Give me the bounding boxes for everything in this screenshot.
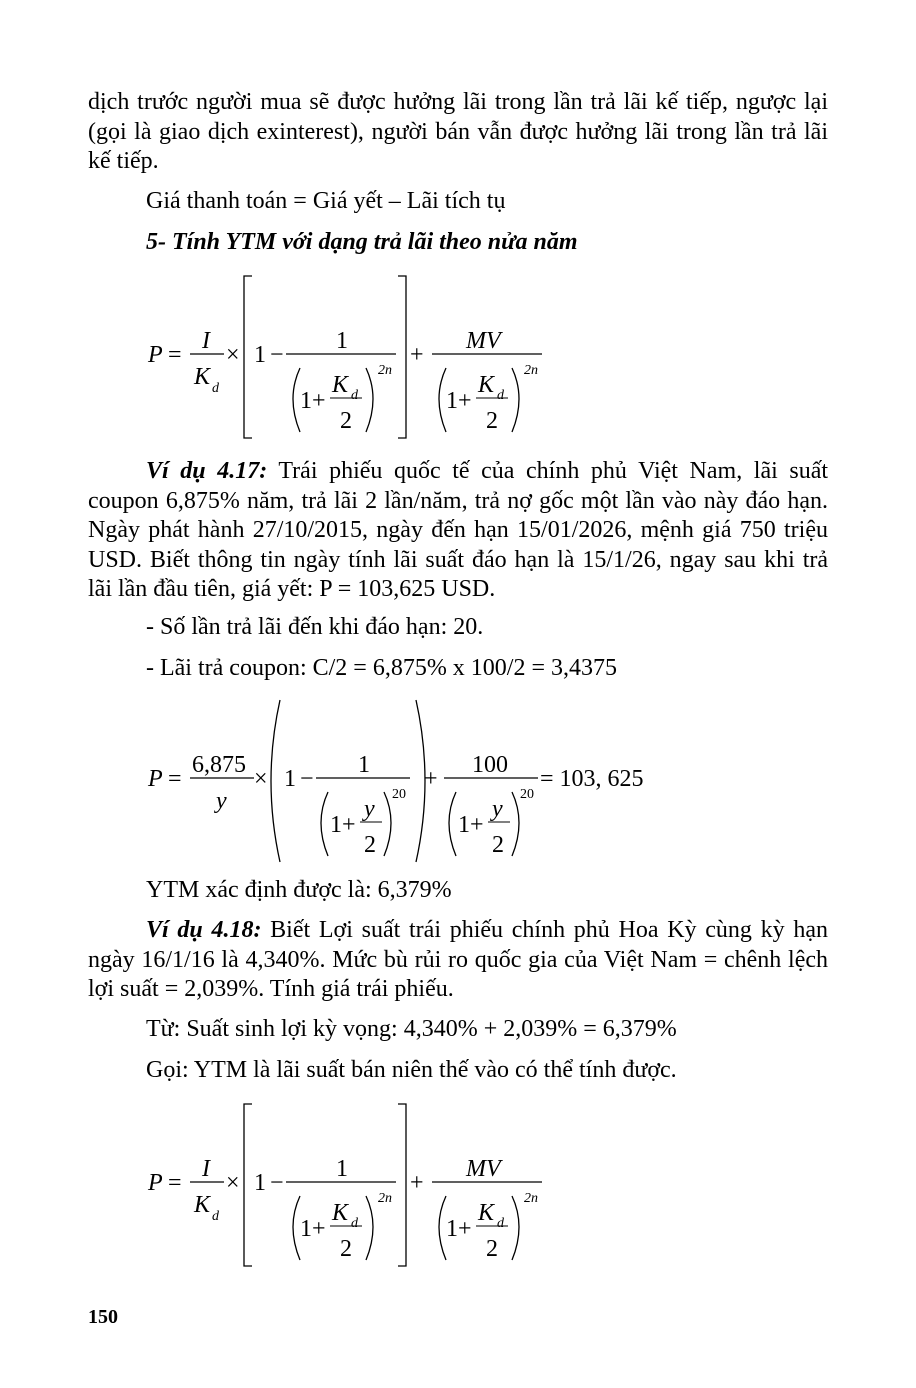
expected-return-line: Từ: Suất sinh lợi kỳ vọng: 4,340% + 2,039% = 6,379% [146,1016,677,1042]
svg-text:d: d [497,388,504,403]
svg-text:K: K [194,1192,211,1218]
svg-text:K: K [478,372,495,398]
svg-text:2n: 2n [378,1191,392,1206]
ytm-definition-line: Gọi: YTM là lãi suất bán niên thế vào có thể tính được. [146,1057,677,1083]
svg-text:I: I [202,328,210,354]
ytm-result: YTM xác định được là: 6,379% [146,877,452,903]
svg-text:1: 1 [254,342,266,368]
svg-text:+: + [342,812,356,838]
svg-text:×: × [254,766,268,792]
svg-text:1: 1 [358,752,370,778]
svg-text:2: 2 [340,1236,352,1262]
svg-text:×: × [226,342,240,368]
svg-text:2n: 2n [524,1191,538,1206]
intro-paragraph: dịch trước người mua sẽ được hưởng lãi trong lần trả lãi kế tiếp, ngược lại (gọi là giao dịch exinterest), người bán vẫn được hưởng lãi trong lần trả lãi kế tiếp. [88,89,828,174]
svg-text:100: 100 [472,752,508,778]
svg-text:d: d [351,1216,358,1231]
svg-text:2: 2 [486,1236,498,1262]
svg-text:+: + [458,388,472,414]
example-4-17 [88,457,828,605]
svg-text:y: y [216,788,227,814]
svg-text:1: 1 [254,1170,266,1196]
svg-text:+: + [410,1170,424,1196]
svg-text:2: 2 [486,408,498,434]
svg-text:1: 1 [458,812,470,838]
svg-text:I: I [202,1156,210,1182]
svg-text:P: P [148,766,163,792]
svg-text:2: 2 [492,832,504,858]
svg-text:×: × [226,1170,240,1196]
svg-text:1: 1 [300,388,312,414]
settlement-formula: Giá thanh toán = Giá yết – Lãi tích tụ [146,188,506,214]
svg-text:K: K [332,1200,349,1226]
example-4-18 [88,916,828,1005]
svg-text:+: + [312,388,326,414]
svg-text:y: y [492,796,503,822]
svg-text:−: − [270,342,284,368]
ytm-formula-1 [140,272,560,442]
svg-text:K: K [194,364,211,390]
svg-text:+: + [470,812,484,838]
svg-text:+: + [424,766,438,792]
svg-text:1: 1 [446,1216,458,1242]
svg-text:d: d [351,388,358,403]
svg-text:d: d [212,381,219,396]
example-4-18-label: Ví dụ 4.18: [146,917,262,943]
example-4-18-text: Biết Lợi suất trái phiếu chính phủ Hoa Kỳ cùng kỳ hạn ngày 16/1/16 là 4,340%. Mức bù rủi ro quốc gia của Việt Nam = chênh lệch lợi suất = 2,039%. Tính giá trái phiếu. [88,917,828,1002]
svg-text:=: = [168,766,182,792]
example-4-17-text: Trái phiếu quốc tế của chính phủ Việt Nam, lãi suất coupon 6,875% năm, trả lãi 2 lần/năm, trả nợ gốc một lần vào này đáo hạn. Ngày phát hành 27/10/2015, ngày đến hạn 15/01/2026, mệnh giá 750 triệu USD. Biết thông tin ngày tính lãi suất đáo hạn là 15/1/26, ngay sau khi trả lãi lần đầu tiên, giá yết: P = 103,625 USD. [88,458,829,602]
svg-text:K: K [478,1200,495,1226]
svg-text:d: d [497,1216,504,1231]
svg-text:1: 1 [336,328,348,354]
svg-text:P: P [148,1170,163,1196]
svg-text:d: d [212,1209,219,1224]
svg-text:=: = [168,1170,182,1196]
bullet-coupon: - Lãi trả coupon: C/2 = 6,875% x 100/2 = 3,4375 [146,655,618,681]
svg-text:20: 20 [520,787,534,802]
svg-text:20: 20 [392,787,406,802]
section-heading: 5- Tính YTM với dạng trả lãi theo nửa năm [146,229,578,255]
page-number: 150 [88,1306,118,1328]
svg-text:2: 2 [364,832,376,858]
svg-text:MV: MV [466,328,501,354]
example-4-17-label: Ví dụ 4.17: [146,458,268,484]
svg-text:1: 1 [300,1216,312,1242]
svg-text:=: = [168,342,182,368]
svg-text:+: + [312,1216,326,1242]
svg-text:2n: 2n [378,363,392,378]
svg-text:2n: 2n [524,363,538,378]
svg-text:1: 1 [336,1156,348,1182]
bullet-payments-count: - Số lần trả lãi đến khi đáo hạn: 20. [146,614,484,640]
svg-text:−: − [300,766,314,792]
svg-text:−: − [270,1170,284,1196]
svg-text:1: 1 [446,388,458,414]
svg-text:+: + [410,342,424,368]
svg-text:MV: MV [466,1156,501,1182]
ytm-formula-numeric [140,696,660,866]
svg-text:P: P [148,342,163,368]
svg-text:2: 2 [340,408,352,434]
svg-text:6,875: 6,875 [192,752,246,778]
svg-text:y: y [364,796,375,822]
svg-text:1: 1 [330,812,342,838]
svg-text:+: + [458,1216,472,1242]
ytm-formula-2 [140,1100,560,1270]
svg-text:1: 1 [284,766,296,792]
svg-text:K: K [332,372,349,398]
svg-text:= 103, 625: = 103, 625 [540,766,644,792]
